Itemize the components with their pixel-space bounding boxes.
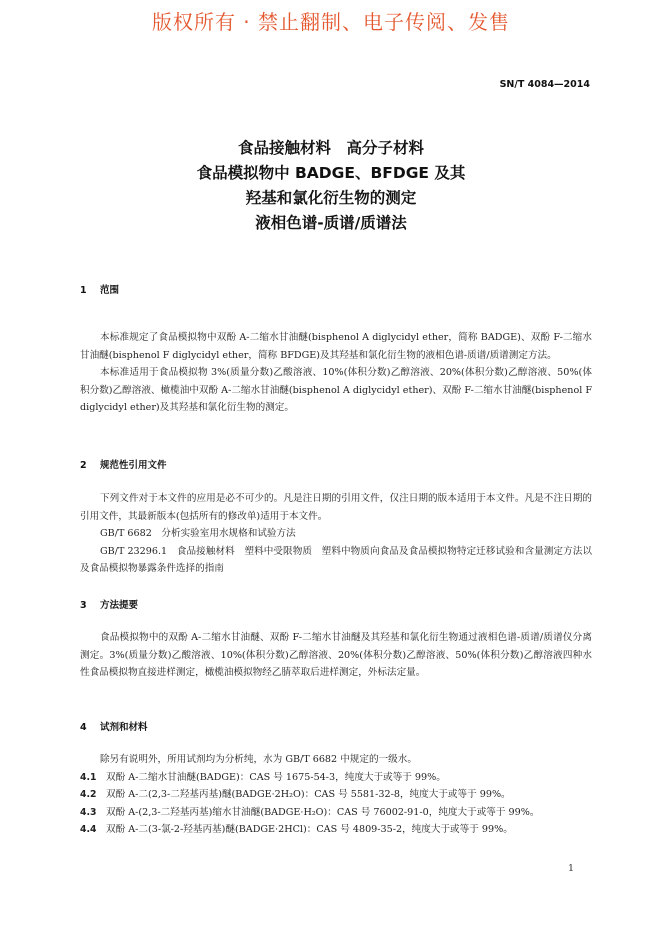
section-title: 范围 [100,285,120,296]
paragraph: 本标准适用于食品模拟物 3%(质量分数)乙酸溶液、10%(体积分数)乙醇溶液、20%(体积分数)乙醇溶液、50%(体积分数)乙醇溶液、橄榄油中双酚 A-二缩水甘油醚(bisphenol A diglycidyl ether)、双酚 F-二缩水甘油醚(bisphenol F diglycidyl ether)及其羟基和氯化衍生物的测定。 [80,367,592,413]
paragraph: 食品模拟物中的双酚 A-二缩水甘油醚、双酚 F-二缩水甘油醚及其羟基和氯化衍生物通过液相色谱-质谱/质谱仪分离测定。3%(质量分数)乙酸溶液、10%(体积分数)乙醇溶液、20%(体积分数)乙醇溶液、50%(体积分数)乙醇溶液四种水性食品模拟物直接进样测定，橄榄油模拟物经乙腈萃取后进样测定，外标法定量。 [80,632,592,678]
title-line-3: 羟基和氯化衍生物的测定 [245,189,417,207]
section-4-heading [80,719,148,733]
title-line-1: 食品接触材料 高分子材料 [237,139,424,157]
reagent-item [80,786,592,804]
section-1-body [80,329,592,417]
reagent-item [80,769,592,787]
section-3-heading [80,597,138,611]
item-text: 双酚 A-二(3-氯-2-羟基丙基)醚(BADGE·2HCl)：CAS 号 4809-35-2，纯度大于或等于 99%。 [106,824,513,835]
document-number: SN/T 4084—2014 [499,79,590,90]
section-number: 1 [80,285,87,296]
section-2-body [80,490,592,578]
page-number: 1 [567,863,574,874]
section-title: 试剂和材料 [100,722,148,733]
item-number: 4.3 [80,806,97,818]
item-text: 双酚 A-二缩水甘油醚(BADGE)：CAS 号 1675-54-3，纯度大于或等于 99%。 [106,771,446,783]
reagent-item [80,804,592,822]
section-number: 2 [80,460,87,471]
item-number: 4.4 [80,824,97,835]
normative-reference: GB/T 6682 分析实验室用水规格和试验方法 [100,528,296,539]
section-title: 规范性引用文件 [100,460,167,471]
item-text: 双酚 A-(2,3-二羟基丙基)缩水甘油醚(BADGE·H₂O)：CAS 号 76002-91-0，纯度大于或等于 99%。 [106,806,540,818]
paragraph: 本标准规定了食品模拟物中双酚 A-二缩水甘油醚(bisphenol A diglycidyl ether，简称 BADGE)、双酚 F-二缩水甘油醚(bisphenol F diglycidyl ether，简称 BFDGE)及其羟基和氯化衍生物的液相色谱-质谱/质谱测定方法。 [80,332,592,361]
title-line-4: 液相色谱-质谱/质谱法 [255,214,407,232]
section-number: 4 [80,722,87,733]
paragraph: 下列文件对于本文件的应用是必不可少的。凡是注日期的引用文件，仅注日期的版本适用于本文件。凡是不注日期的引用文件，其最新版本(包括所有的修改单)适用于本文件。 [80,493,592,522]
section-2-heading [80,457,167,471]
section-4-body [80,751,592,839]
paragraph: 除另有说明外，所用试剂均为分析纯，水为 GB/T 6682 中规定的一级水。 [100,754,417,765]
reagent-item [80,821,592,839]
section-number: 3 [80,600,87,611]
item-text: 双酚 A-二(2,3-二羟基丙基)醚(BADGE·2H₂O)：CAS 号 5581-32-8，纯度大于或等于 99%。 [106,789,511,800]
normative-reference: GB/T 23296.1 食品接触材料 塑料中受限物质 塑料中物质向食品及食品模拟物特定迁移试验和含量测定方法以及食品模拟物暴露条件选择的指南 [80,545,592,574]
item-number: 4.2 [80,789,97,800]
section-3-body [80,629,592,682]
document-title [0,136,662,236]
section-1-heading [80,282,119,296]
copyright-banner: 版权所有 · 禁止翻制、电子传阅、发售 [151,10,511,34]
title-line-2: 食品模拟物中 BADGE、BFDGE 及其 [196,164,466,182]
section-title: 方法提要 [100,600,139,611]
item-number: 4.1 [80,771,97,783]
